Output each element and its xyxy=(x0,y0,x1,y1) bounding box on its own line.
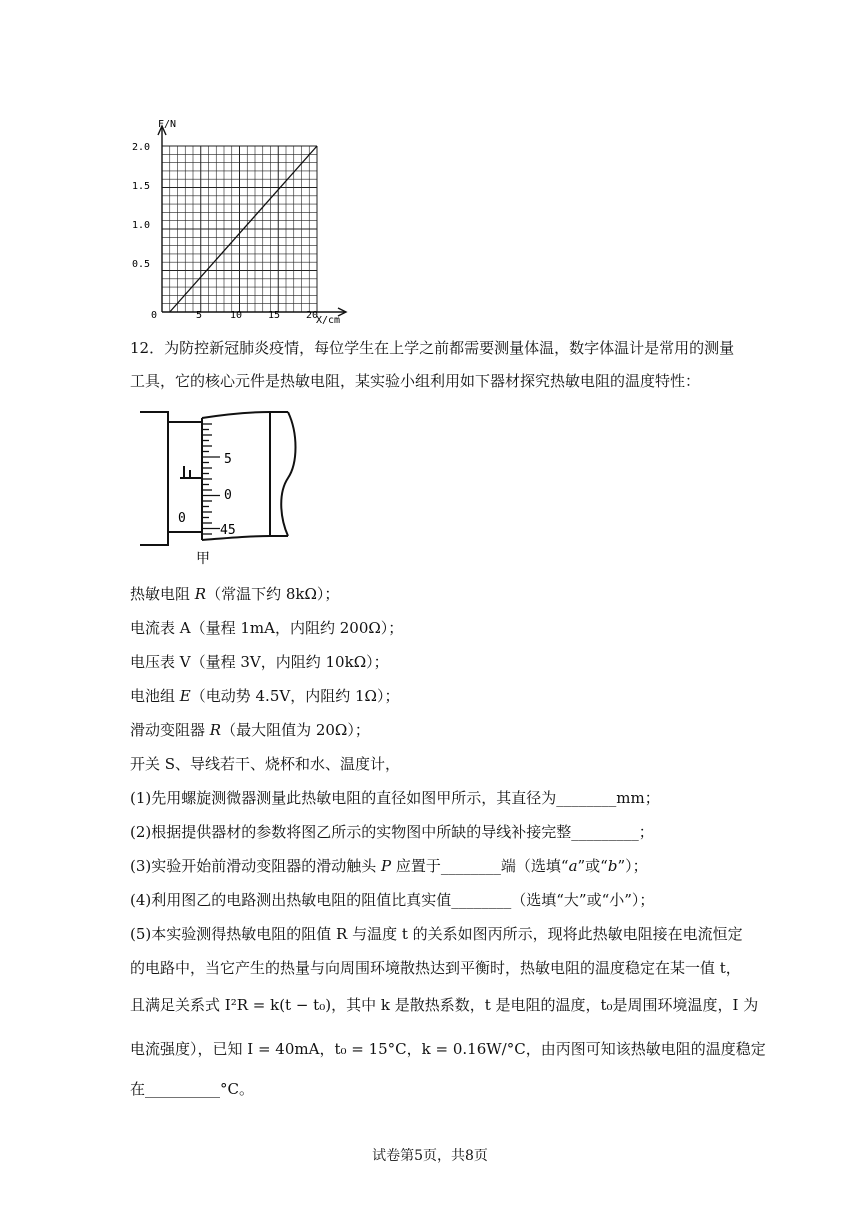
part-4: (4)利用图乙的电路测出热敏电阻的阻值比真实值________（选填“大”或“小”）； xyxy=(130,891,655,909)
y-tick-label: 2.0 xyxy=(132,142,151,153)
x-tick-label: 20 xyxy=(306,310,319,321)
graph-grid xyxy=(162,146,317,312)
page-footer: 试卷第5页，共8页 xyxy=(372,1148,488,1164)
part-5-line-3: 且满足关系式 I²R = k(t − t₀)，其中 k 是散热系数，t 是电阻的温度，t₀是周围环境温度，I 为 xyxy=(130,996,759,1014)
material-rheostat: 滑动变阻器 R（最大阻值为 20Ω）； xyxy=(130,721,370,739)
y-tick-label: 1.0 xyxy=(132,220,151,231)
part-5-line-2: 的电路中，当它产生的热量与向周围环境散热达到平衡时，热敏电阻的温度稳定在某一值 t， xyxy=(130,959,741,977)
y-tick-label: 0.5 xyxy=(132,259,151,270)
x-axis-label: X/cm xyxy=(316,315,341,326)
x-tick-label: 5 xyxy=(196,310,203,321)
part-5-line-4: 电流强度），已知 I = 40mA，t₀ = 15°C，k = 0.16W/°C，由丙图可知该热敏电阻的温度稳定 xyxy=(130,1040,766,1058)
x-tick-label: 0 xyxy=(151,310,158,321)
x-tick-label: 15 xyxy=(268,310,281,321)
thimble-label-0: 0 xyxy=(224,488,232,503)
part-5-line-1: (5)本实验测得热敏电阻的阻值 R 与温度 t 的关系如图丙所示，现将此热敏电阻接在电流恒定 xyxy=(130,925,743,943)
material-battery: 电池组 E（电动势 4.5V，内阻约 1Ω）； xyxy=(130,687,400,705)
part-1: (1)先用螺旋测微器测量此热敏电阻的直径如图甲所示，其直径为________mm； xyxy=(130,789,660,807)
micrometer-diagram xyxy=(138,408,308,568)
material-thermistor: 热敏电阻 R（常温下约 8kΩ）； xyxy=(130,585,340,603)
part-2: (2)根据提供器材的参数将图乙所示的实物图中所缺的导线补接完整_________； xyxy=(130,823,654,841)
x-tick-label: 10 xyxy=(230,310,243,321)
figure-caption-jia: 甲 xyxy=(196,551,210,567)
material-misc: 开关 S、导线若干、烧杯和水、温度计， xyxy=(130,755,401,773)
material-voltmeter: 电压表 V（量程 3V，内阻约 10kΩ）； xyxy=(130,653,389,671)
sleeve-zero-label: 0 xyxy=(178,511,186,526)
y-axis-label: F/N xyxy=(158,119,177,130)
part-3: (3)实验开始前滑动变阻器的滑动触头 P 应置于________端（选填“a”或“b”）； xyxy=(130,857,648,875)
thimble-label-5: 5 xyxy=(224,452,232,467)
question-intro-line-2: 工具，它的核心元件是热敏电阻，某实验小组利用如下器材探究热敏电阻的温度特性： xyxy=(130,372,701,390)
part-5-line-5: 在__________°C。 xyxy=(130,1080,254,1098)
material-ammeter: 电流表 A（量程 1mA，内阻约 200Ω）； xyxy=(130,619,404,637)
force-extension-graph xyxy=(120,110,360,330)
question-intro-line-1: 12．为防控新冠肺炎疫情，每位学生在上学之前都需要测量体温，数字体温计是常用的测量 xyxy=(130,339,735,357)
thimble-label-45: 45 xyxy=(220,523,236,538)
y-tick-label: 1.5 xyxy=(132,181,151,192)
